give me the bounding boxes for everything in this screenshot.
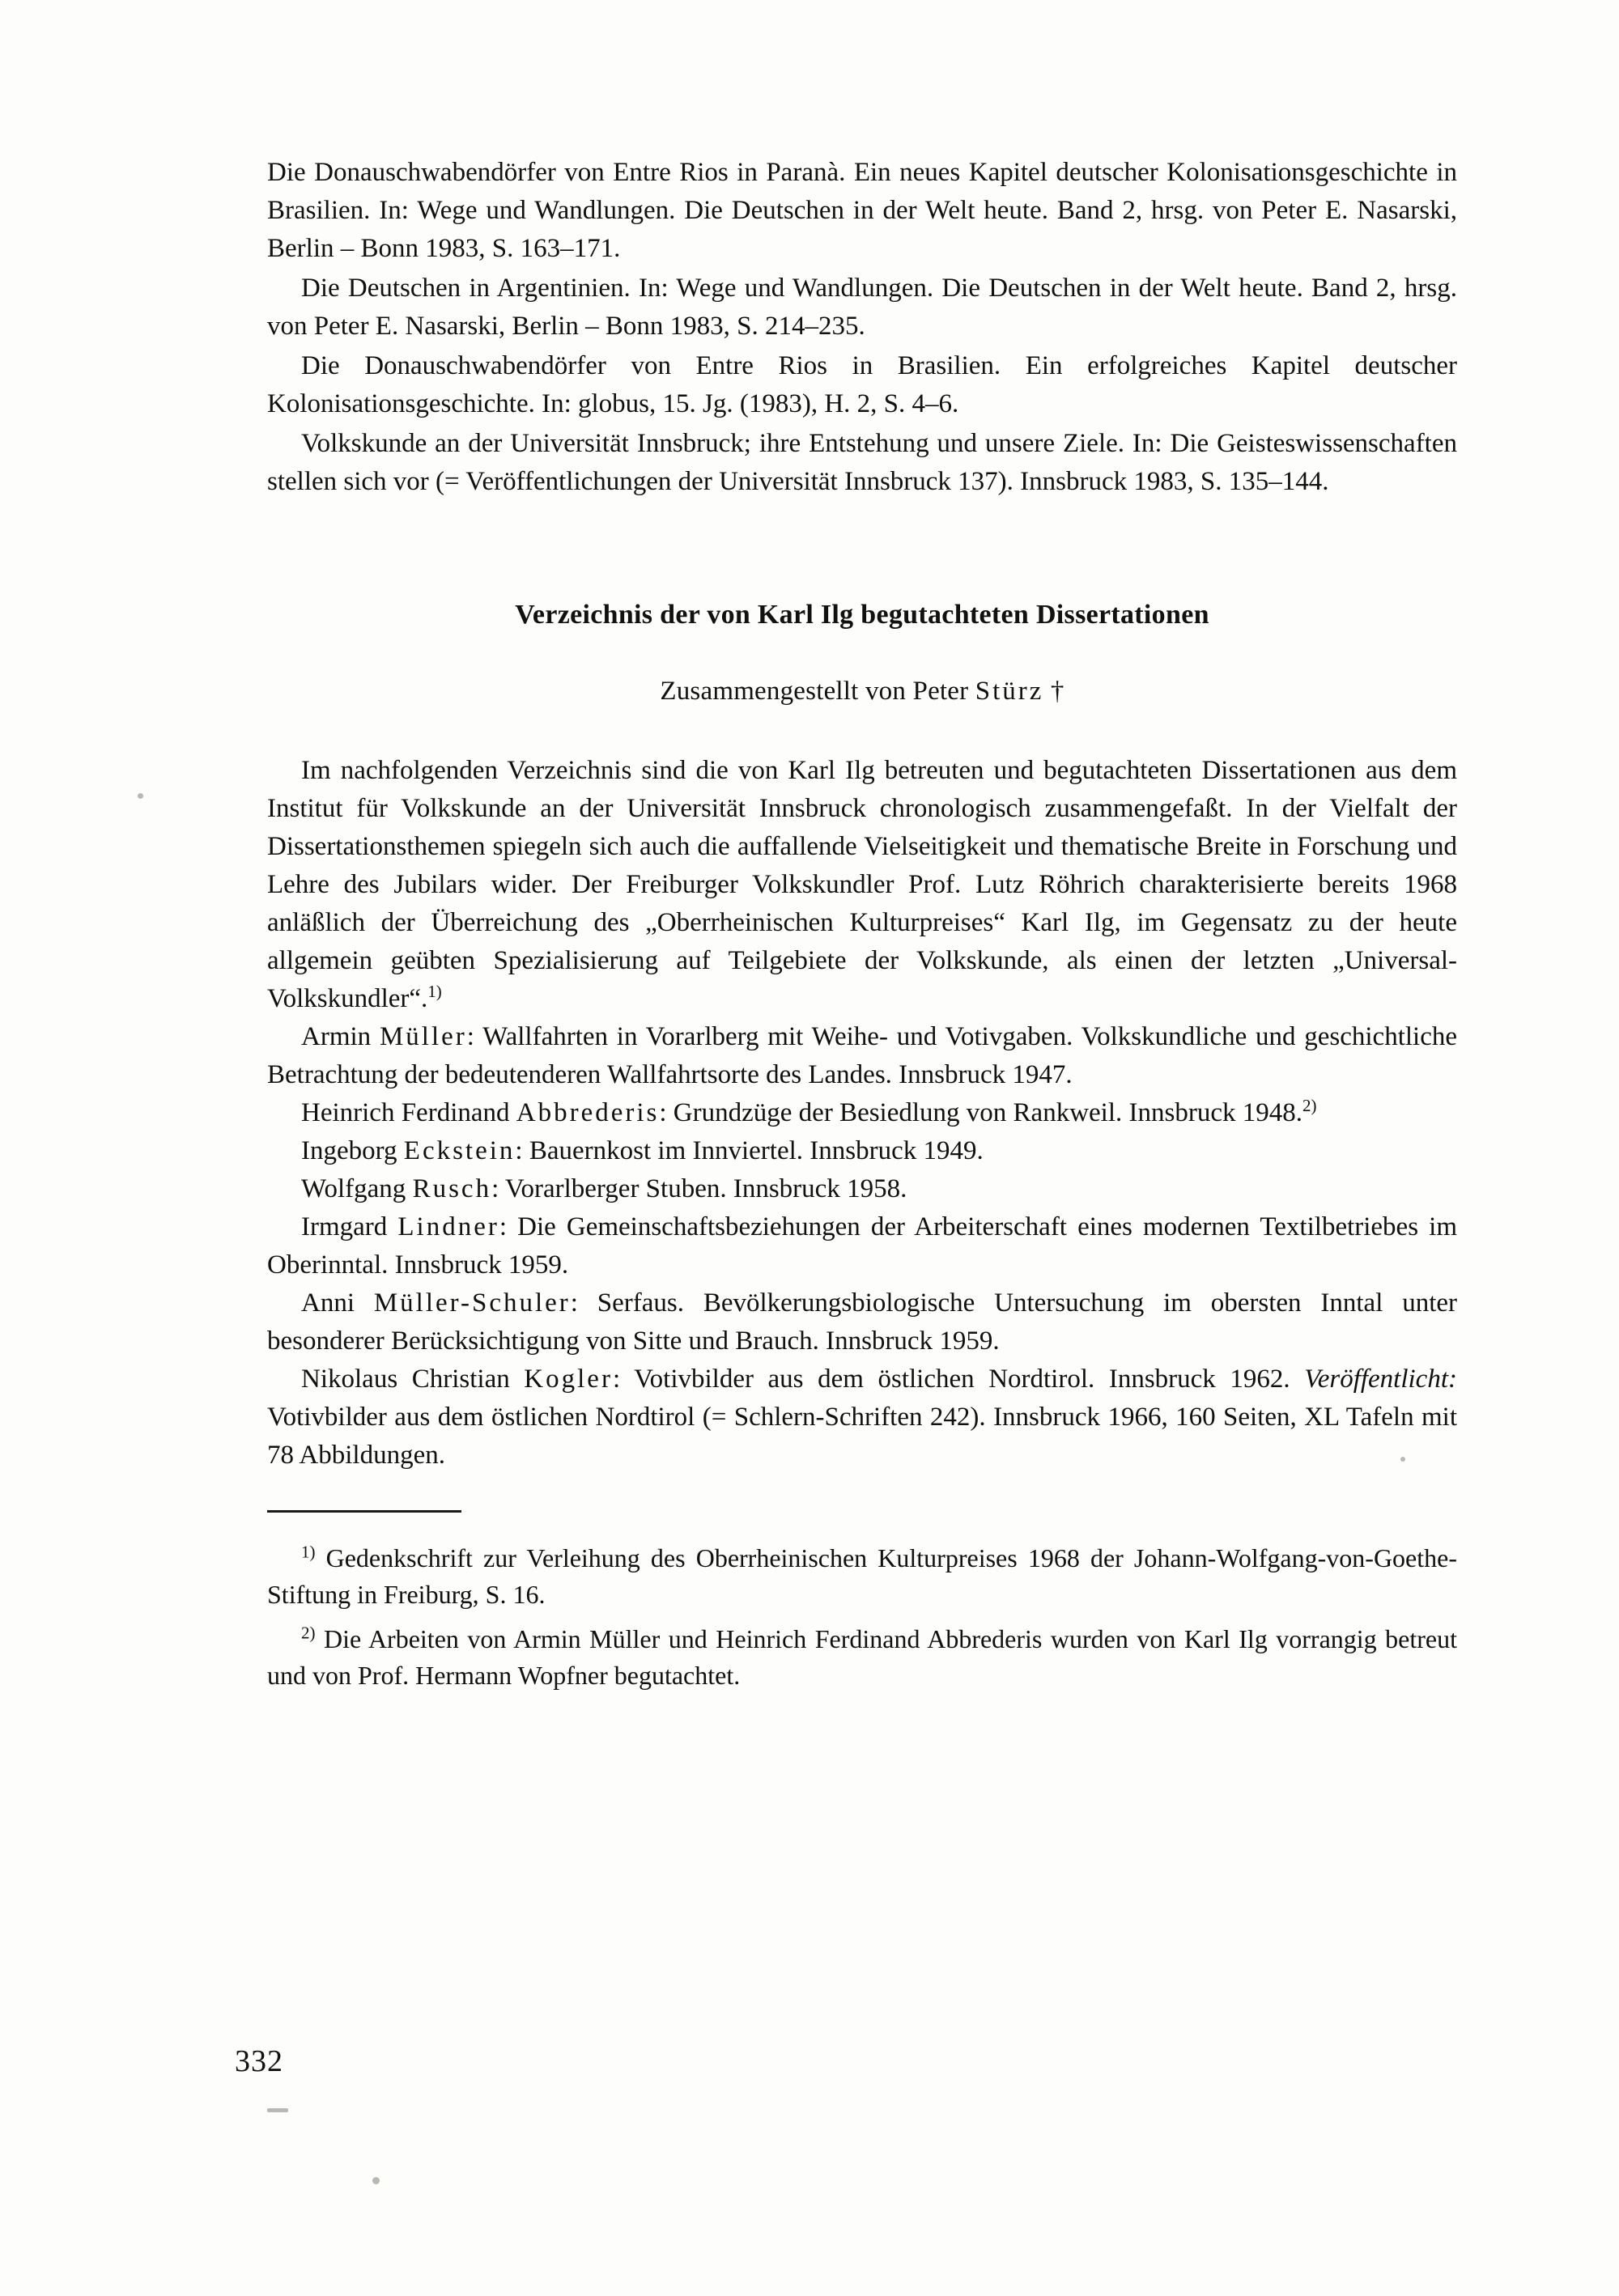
- author-first-name: Anni: [301, 1288, 374, 1318]
- entry-text-part1: : Votivbilder aus dem östlichen Nordtirol. Innsbruck 1962.: [612, 1364, 1305, 1394]
- list-item: [267, 1360, 1457, 1475]
- footnote-item: [267, 1540, 1457, 1613]
- author-surname: Abbrederis: [516, 1098, 660, 1127]
- list-item: [267, 1208, 1457, 1284]
- footnote-marker-1: 1): [301, 1542, 316, 1562]
- entry-text: : Grundzüge der Besiedlung von Rankweil. Innsbruck 1948.: [659, 1098, 1302, 1127]
- footnote-separator: [267, 1510, 461, 1513]
- author-surname: Eckstein: [403, 1136, 516, 1165]
- section-title: Verzeichnis der von Karl Ilg begutachteten Dissertationen: [515, 600, 1209, 630]
- author-first-name: Heinrich Ferdinand: [301, 1098, 516, 1127]
- author-surname: Müller-Schuler: [373, 1288, 571, 1318]
- footnote-marker-2: 2): [301, 1623, 316, 1643]
- footnote-text: Gedenkschrift zur Verleihung des Oberrheinischen Kulturpreises 1968 der Johann-Wolfgang-von-Goethe-Stiftung in Freiburg, S. 16.: [267, 1543, 1457, 1609]
- author-surname: Lindner: [397, 1212, 499, 1241]
- entry-text: : Vorarlberger Stuben. Innsbruck 1958.: [491, 1174, 907, 1203]
- bibliography-item: Die Donauschwabendörfer von Entre Rios in Paranà. Ein neues Kapitel deutscher Kolonisationsgeschichte in Brasilien. In: Wege und Wandlungen. Die Deutschen in der Welt heute. Band 2, hrsg. von Peter E. Nasarski, Berlin – Bonn 1983, S. 163–171.: [267, 158, 1457, 263]
- author-surname: Rusch: [412, 1174, 492, 1203]
- list-item: [267, 1018, 1457, 1094]
- entry-text: : Serfaus. Bevölkerungsbiologische Untersuchung im obersten Inntal unter besonderer Berücksichtigung von Sitte und Brauch. Innsbruck 1959.: [267, 1288, 1458, 1356]
- intro-text: Im nachfolgenden Verzeichnis sind die von Karl Ilg betreuten und begutachteten Dissertationen aus dem Institut für Volkskunde an der Universität Innsbruck chronologisch zusammengefaßt. In der Vielfalt der Dissertationsthemen spiegeln sich auch die auffallende Vielseitigkeit und thematische Breite in Forschung und Lehre des Jubilars wider. Der Freiburger Volkskundler Prof. Lutz Röhrich charakterisierte bereits 1968 anläßlich der Überreichung des „Oberrheinischen Kulturpreises“ Karl Ilg, im Gegensatz zu der heute allgemein geübten Spezialisierung auf Teilgebiete der Volkskunde, als einen der letzten „Universal-Volkskundler“.: [267, 756, 1457, 1013]
- intro-paragraph: [267, 752, 1457, 1018]
- compiler-line: [267, 673, 1457, 710]
- page-content: [267, 154, 1457, 1694]
- paper-speck: [267, 2108, 288, 2112]
- entry-text-part2: Votivbilder aus dem östlichen Nordtirol (= Schlern-Schriften 242). Innsbruck 1966, 160 Seiten, XL Tafeln mit 78 Abbildungen.: [267, 1403, 1457, 1470]
- compiler-suffix: †: [1043, 677, 1064, 706]
- paper-speck: [138, 793, 143, 799]
- page-number: 332: [235, 2044, 283, 2078]
- footnote-item: [267, 1621, 1457, 1694]
- bibliography-item: Die Donauschwabendörfer von Entre Rios in Brasilien. Ein erfolgreiches Kapitel deutscher Kolonisationsgeschichte. In: globus, 15. Jg. (1983), H. 2, S. 4–6.: [267, 351, 1457, 418]
- bibliography-item: Volkskunde an der Universität Innsbruck; ihre Entstehung und unsere Ziele. In: Die Geisteswissenschaften stellen sich vor (= Veröffentlichungen der Universität Innsbruck 137). Innsbruck 1983, S. 135–144.: [267, 429, 1457, 496]
- entry-text: : Wallfahrten in Vorarlberg mit Weihe- und Votivgaben. Volkskundliche und geschichtliche Betrachtung der bedeutenderen Wallfahrtsorte des Landes. Innsbruck 1947.: [267, 1022, 1457, 1089]
- author-surname: Kogler: [524, 1364, 613, 1394]
- author-first-name: Irmgard: [301, 1212, 398, 1241]
- bibliography-list: [267, 154, 1457, 501]
- footnote-text: Die Arbeiten von Armin Müller und Heinrich Ferdinand Abbrederis wurden von Karl Ilg vorrangig betreut und von Prof. Hermann Wopfner begutachtet.: [267, 1624, 1457, 1690]
- bibliography-item: Die Deutschen in Argentinien. In: Wege und Wandlungen. Die Deutschen in der Welt heute. Band 2, hrsg. von Peter E. Nasarski, Berlin – Bonn 1983, S. 214–235.: [267, 274, 1457, 341]
- compiler-prefix: Zusammengestellt von Peter: [660, 677, 975, 706]
- list-item: [267, 1284, 1457, 1360]
- paper-speck: [372, 2177, 380, 2184]
- dissertation-intro: [267, 752, 1457, 1018]
- author-first-name: Armin: [301, 1022, 380, 1051]
- author-first-name: Ingeborg: [301, 1136, 404, 1165]
- compiler-name: Stürz: [975, 677, 1044, 706]
- author-surname: Müller: [379, 1022, 467, 1051]
- footnotes-section: [267, 1540, 1457, 1694]
- entry-text: : Bauernkost im Innviertel. Innsbruck 1949.: [515, 1136, 984, 1165]
- list-item: [267, 1132, 1457, 1170]
- footnote-ref-1: 1): [427, 982, 442, 1001]
- footnote-ref-2: 2): [1302, 1096, 1317, 1115]
- author-first-name: Wolfgang: [301, 1174, 413, 1203]
- list-item: [267, 1094, 1457, 1132]
- entry-text: : Die Gemeinschaftsbeziehungen der Arbeiterschaft eines modernen Textilbetriebes im Oberinntal. Innsbruck 1959.: [267, 1212, 1457, 1280]
- author-first-name: Nikolaus Christian: [301, 1364, 525, 1394]
- dissertation-list: [267, 1018, 1457, 1475]
- list-item: [267, 1170, 1457, 1208]
- paper-speck: [1400, 1457, 1405, 1462]
- entry-text-italic: Veröffentlicht:: [1304, 1364, 1457, 1394]
